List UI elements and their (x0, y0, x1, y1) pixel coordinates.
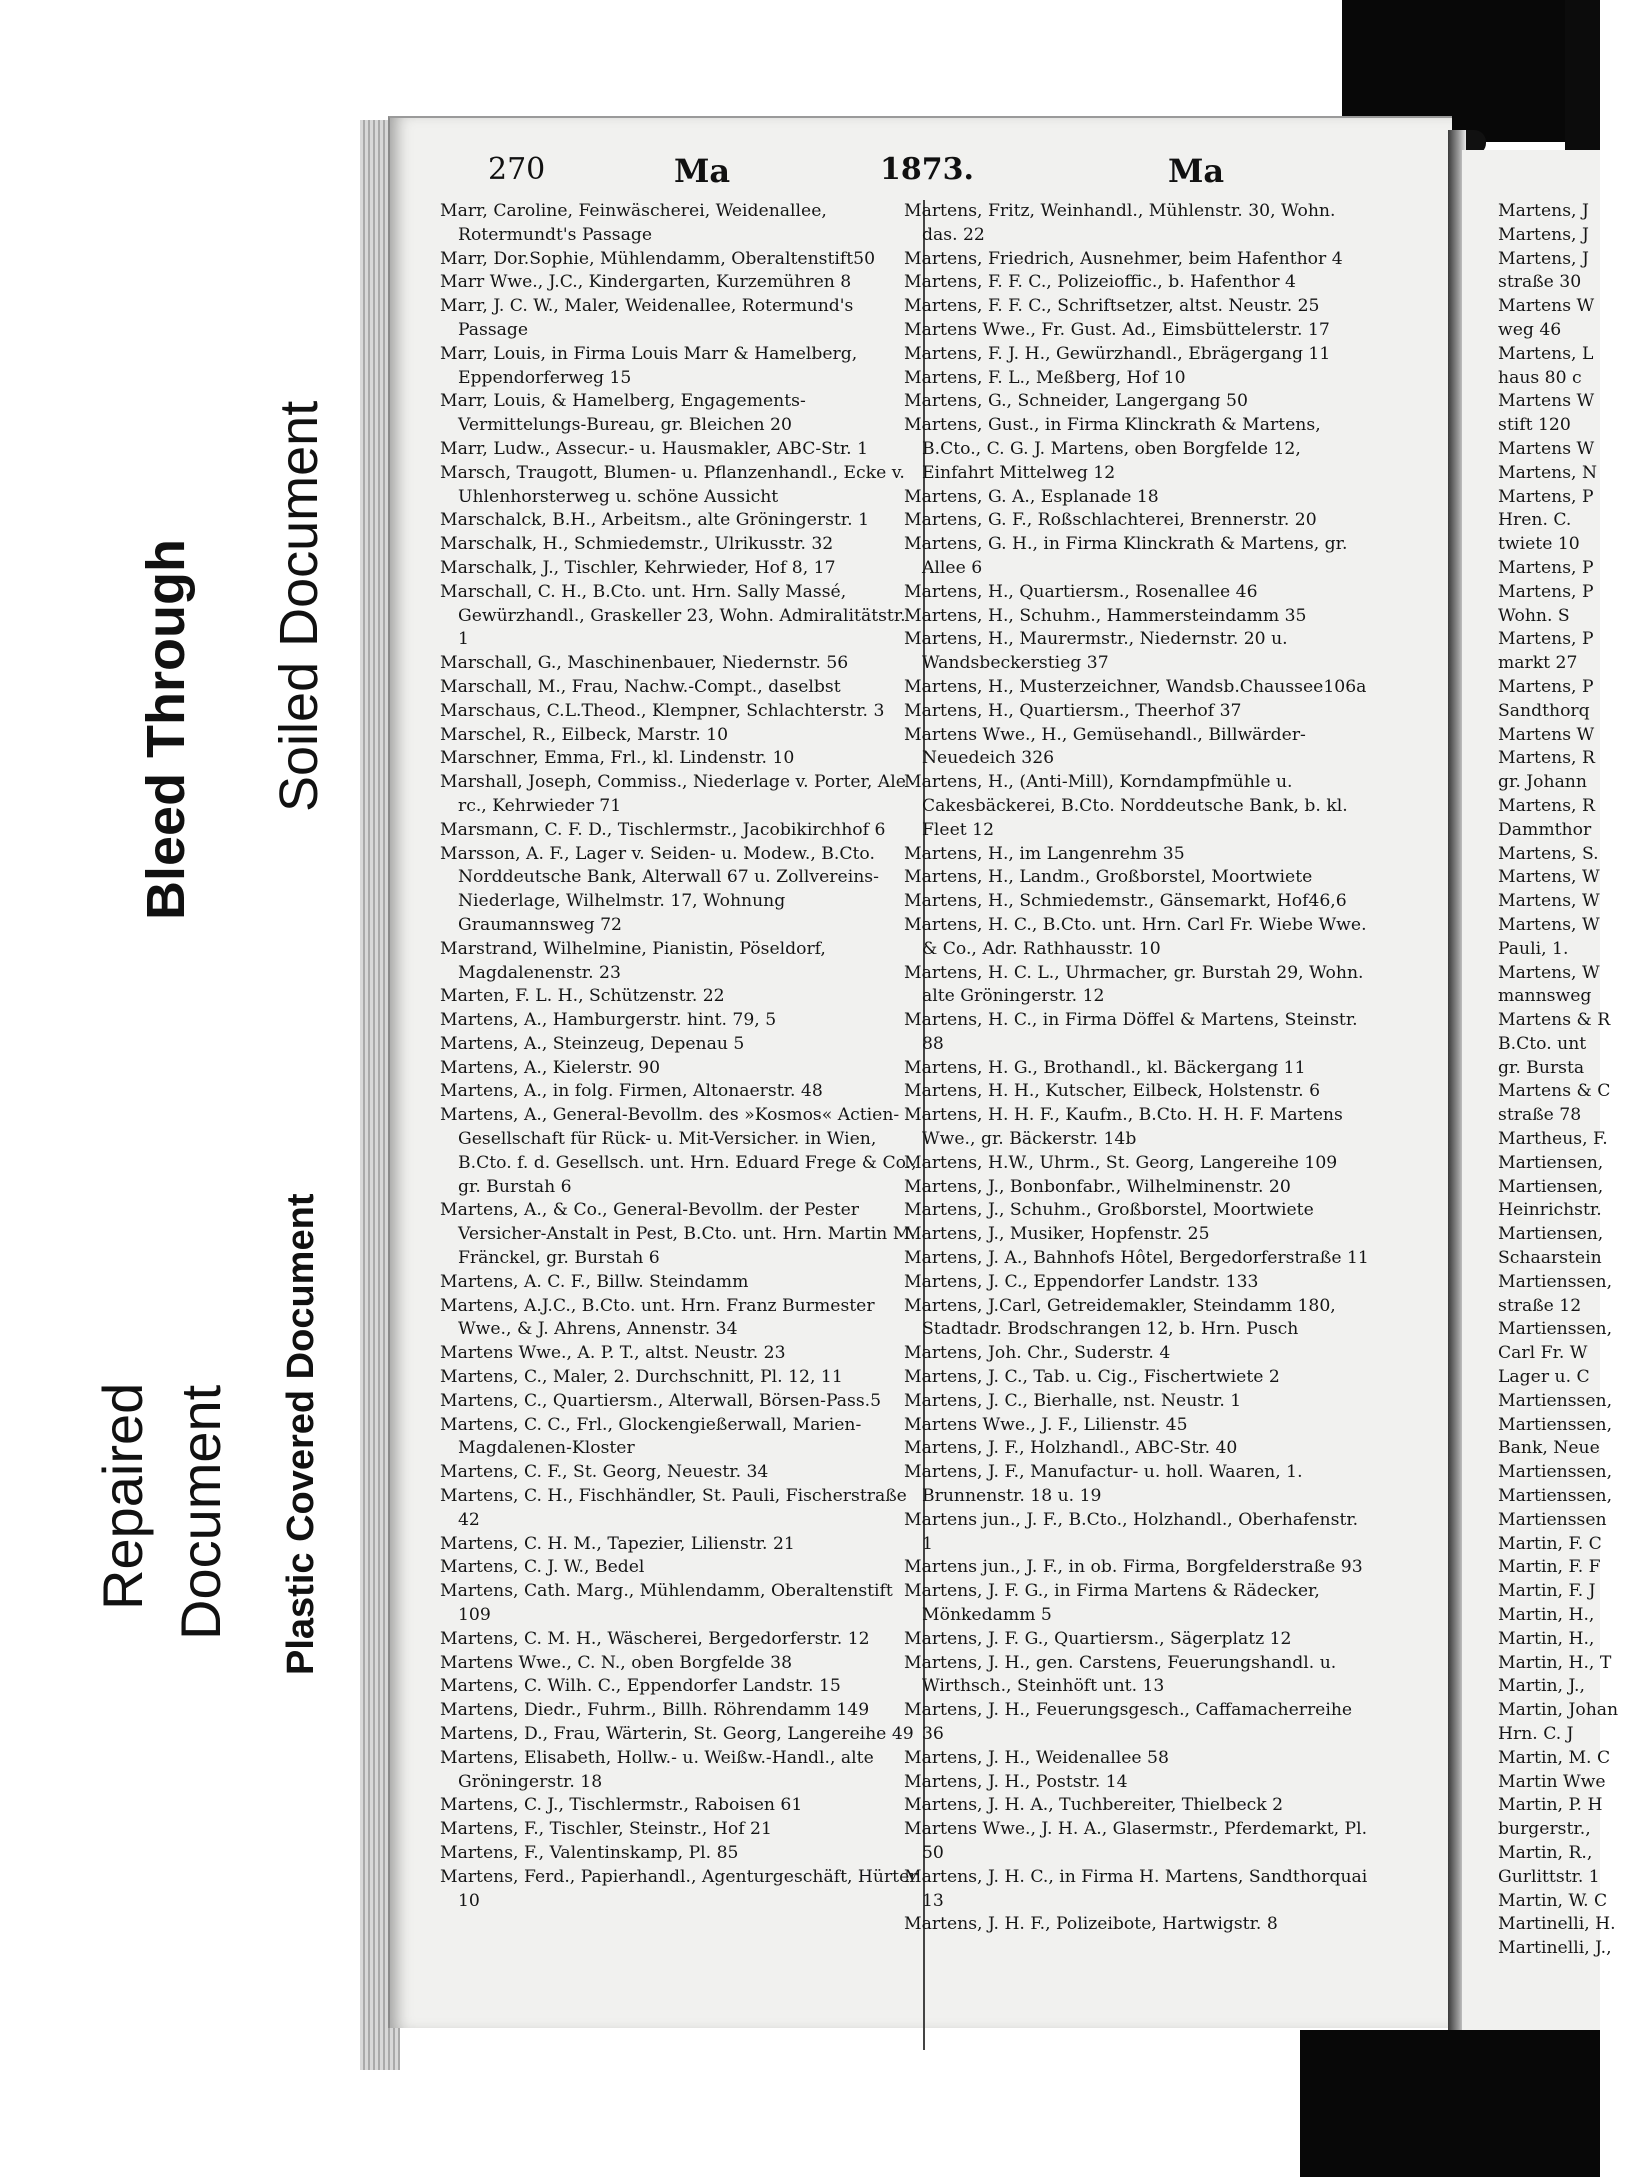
directory-entry: Martin, J., (1498, 1676, 1585, 1697)
directory-entry: Marshall, Joseph, Commiss., Niederlage v. Porter, Ale rc., Kehrwieder 71 (440, 772, 906, 816)
directory-entry: Martens, J (1498, 224, 1589, 245)
directory-entry: Martens, G. H., in Firma Klinckrath & Martens, gr. Allee 6 (904, 534, 1348, 578)
directory-entry: Martens, C. M. H., Wäscherei, Bergedorferstr. 12 (440, 1628, 870, 1649)
directory-entry: Martens, R (1498, 748, 1595, 769)
directory-entry: Marr Wwe., J.C., Kindergarten, Kurzemühren 8 (440, 272, 852, 293)
directory-entry: Martin Wwe (1498, 1771, 1606, 1792)
directory-entry: Martens, J. H. F., Polizeibote, Hartwigstr. 8 (904, 1914, 1278, 1935)
directory-entry: Martinelli, H. (1498, 1914, 1616, 1935)
directory-entry: Martens, H. C. L., Uhrmacher, gr. Burstah 29, Wohn. alte Gröningerstr. 12 (904, 962, 1364, 1007)
directory-entry: Martens Wwe., H., Gemüsehandl., Billwärder-Neuedeich 326 (904, 724, 1306, 769)
directory-entry: Martienssen, (1498, 1462, 1613, 1483)
directory-entry: Marschalck, B.H., Arbeitsm., alte Gröningerstr. 1 (440, 510, 869, 531)
directory-entry: Lager u. C (1498, 1367, 1590, 1388)
directory-entry: Martienssen, (1498, 1486, 1613, 1507)
directory-entry: Martens, H., im Langenrehm 35 (904, 843, 1185, 864)
directory-entry: Marschel, R., Eilbeck, Marstr. 10 (440, 724, 729, 745)
directory-entry: Marschner, Emma, Frl., kl. Lindenstr. 10 (440, 748, 795, 769)
directory-entry: Martens, C. C., Frl., Glockengießerwall, Marien-Magdalenen-Kloster (440, 1414, 862, 1459)
directory-entry: Martens, J. C., Bierhalle, nst. Neustr. 1 (904, 1390, 1242, 1411)
directory-entry: Marstrand, Wilhelmine, Pianistin, Pöseldorf, Magdalenenstr. 23 (440, 938, 826, 983)
directory-entry: Martens, H., Maurermstr., Niedernstr. 20 u. Wandsbeckerstieg 37 (904, 629, 1288, 674)
directory-entry: Martens W (1498, 296, 1595, 317)
directory-entry: Martens Wwe., J. F., Lilienstr. 45 (904, 1414, 1188, 1435)
directory-entry: Marsch, Traugott, Blumen- u. Pflanzenhandl., Ecke v. Uhlenhorsterweg u. schöne Aussicht (440, 462, 905, 507)
directory-entry: Martens, C. H., Fischhändler, St. Pauli, Fischerstraße 42 (440, 1486, 907, 1530)
directory-entry: Martens, H. H., Kutscher, Eilbeck, Holstenstr. 6 (904, 1081, 1321, 1102)
directory-entry: Martens, H., Schuhm., Hammersteindamm 35 (904, 605, 1307, 626)
directory-entry: Martens, Ferd., Papierhandl., Agenturgeschäft, Hürter 10 (440, 1866, 918, 1911)
directory-entry: Martinelli, J., (1498, 1938, 1612, 1959)
directory-entry: Martens, C. Wilh. C., Eppendorfer Landstr. 15 (440, 1676, 841, 1697)
directory-entry: Martin, H., (1498, 1628, 1595, 1649)
directory-entry: Martens Wwe., Fr. Gust. Ad., Eimsbüttelerstr. 17 (904, 319, 1330, 340)
directory-entry: Martens, J.Carl, Getreidemakler, Steindamm 180, Stadtadr. Brodschrangen 12, b. Hrn. Pusch (904, 1295, 1336, 1340)
directory-entry: Martens, J. A., Bahnhofs Hôtel, Bergedorferstraße 11 (904, 1248, 1369, 1269)
directory-entry: Martens, J. F., Holzhandl., ABC-Str. 40 (904, 1438, 1238, 1459)
directory-entry: Martens, P (1498, 486, 1594, 507)
directory-entry: Martens, H. G., Brothandl., kl. Bäckergang 11 (904, 1057, 1306, 1078)
bleed-through-label: Bleed Through (136, 539, 196, 920)
directory-entry: Martens, F., Valentinskamp, Pl. 85 (440, 1842, 739, 1863)
directory-entry: Heinrichstr. (1498, 1200, 1602, 1221)
directory-entry: Marr, Caroline, Feinwäscherei, Weidenallee, Rotermundt's Passage (440, 201, 827, 245)
directory-entry: Martens Wwe., J. H. A., Glasermstr., Pferdemarkt, Pl. 50 (904, 1819, 1368, 1863)
directory-entry: Martens W (1498, 724, 1595, 745)
directory-entry: Martens, J., Schuhm., Großborstel, Moortwiete (904, 1200, 1314, 1221)
directory-entry: Martens, J., Musiker, Hopfenstr. 25 (904, 1224, 1210, 1245)
directory-entry: Martin, W. C (1498, 1890, 1608, 1911)
directory-entry: Martiensen, (1498, 1224, 1604, 1245)
directory-entry: Hren. C. (1498, 510, 1572, 531)
directory-entry: Marschalk, H., Schmiedemstr., Ulrikusstr. 32 (440, 534, 834, 555)
directory-entry: gr. Bursta (1498, 1057, 1585, 1078)
directory-entry: Martens Wwe., C. N., oben Borgfelde 38 (440, 1652, 793, 1673)
directory-entry: Martens jun., J. F., B.Cto., Holzhandl., Oberhafenstr. 1 (904, 1509, 1359, 1554)
directory-entry: Martens, J. F., Manufactur- u. holl. Waaren, 1. Brunnenstr. 18 u. 19 (904, 1462, 1303, 1507)
directory-entry: Martens, P (1498, 581, 1594, 602)
directory-entry: Martin, F. J (1498, 1581, 1596, 1602)
directory-entry: Martens, Friedrich, Ausnehmer, beim Hafenthor 4 (904, 248, 1343, 269)
directory-entry: Martin, H., T (1498, 1652, 1612, 1673)
directory-entry: Martens, H., Schmiedemstr., Gänsemarkt, Hof46,6 (904, 891, 1347, 912)
directory-entry: Martin, R., (1498, 1842, 1593, 1863)
directory-entry: Martens W (1498, 391, 1595, 412)
directory-entry: Martens, J., Bonbonfabr., Wilhelminenstr. 20 (904, 1176, 1291, 1197)
directory-entry: Martens, J. H., Weidenallee 58 (904, 1747, 1169, 1768)
directory-entry: Carl Fr. W (1498, 1343, 1588, 1364)
directory-entry: Martienssen, (1498, 1390, 1613, 1411)
directory-entry: Marr, Louis, & Hamelberg, Engagements-Vermittelungs-Bureau, gr. Bleichen 20 (440, 391, 806, 436)
directory-entry: Martens, H., Musterzeichner, Wandsb.Chaussee106a (904, 676, 1367, 697)
directory-entry: mannsweg (1498, 986, 1592, 1007)
directory-entry: Martens, F. J. H., Gewürzhandl., Ebrägergang 11 (904, 343, 1331, 364)
directory-entry: Martens, C. F., St. Georg, Neuestr. 34 (440, 1462, 769, 1483)
directory-entry: stift 120 (1498, 415, 1571, 436)
directory-column-middle (904, 200, 1374, 1937)
running-head-left: Ma (674, 152, 731, 190)
directory-entry: Martens, H., Landm., Großborstel, Moortwiete (904, 867, 1313, 888)
directory-entry: markt 27 (1498, 653, 1578, 674)
directory-entry: Sandthorq (1498, 700, 1590, 721)
directory-column-right-page (1498, 200, 1628, 1961)
directory-entry: Martens, N (1498, 462, 1597, 483)
directory-entry: Martens, W (1498, 914, 1600, 935)
directory-entry: Gurlittstr. 1 (1498, 1866, 1600, 1887)
directory-entry: Marschall, C. H., B.Cto. unt. Hrn. Sally Massé, Gewürzhandl., Graskeller 23, Wohn. Admiralitätstr. 1 (440, 581, 906, 650)
directory-entry: Martens, Joh. Chr., Suderstr. 4 (904, 1343, 1171, 1364)
directory-entry: Martens, J. H. A., Tuchbereiter, Thielbeck 2 (904, 1795, 1284, 1816)
directory-entry: Martiensen, (1498, 1176, 1604, 1197)
directory-entry: Martens, Fritz, Weinhandl., Mühlenstr. 30, Wohn. das. 22 (904, 201, 1336, 245)
directory-entry: Martens, H., Quartiersm., Theerhof 37 (904, 700, 1242, 721)
directory-entry: Marr, Ludw., Assecur.- u. Hausmakler, ABC-Str. 1 (440, 438, 869, 459)
directory-entry: Martens, C. H. M., Tapezier, Lilienstr. 21 (440, 1533, 795, 1554)
directory-entry: Martens, W (1498, 867, 1600, 888)
directory-entry: Martens, S. (1498, 843, 1599, 864)
directory-entry: Martienssen, (1498, 1414, 1613, 1435)
directory-entry: Marschall, G., Maschinenbauer, Niedernstr. 56 (440, 653, 849, 674)
directory-entry: Martienssen, (1498, 1271, 1613, 1292)
directory-entry: straße 30 (1498, 272, 1582, 293)
directory-entry: gr. Johann (1498, 772, 1587, 793)
directory-entry: Marschaus, C.L.Theod., Klempner, Schlachterstr. 3 (440, 700, 885, 721)
directory-entry: Martens, J (1498, 201, 1589, 221)
directory-entry: Martens & C (1498, 1081, 1611, 1102)
directory-entry: Martens Wwe., A. P. T., altst. Neustr. 23 (440, 1343, 786, 1364)
directory-entry: Martens, F., Tischler, Steinstr., Hof 21 (440, 1819, 772, 1840)
directory-entry: Martens, H., Quartiersm., Rosenallee 46 (904, 581, 1258, 602)
directory-entry: haus 80 c (1498, 367, 1582, 388)
directory-entry: Martens, P (1498, 557, 1594, 578)
directory-entry: Martens, Cath. Marg., Mühlendamm, Oberaltenstift 109 (440, 1581, 893, 1626)
directory-entry: Martens, G., Schneider, Langergang 50 (904, 391, 1248, 412)
condition-label-panel (0, 0, 380, 2177)
soiled-document-label: Soiled Document (269, 400, 329, 812)
repaired-label-line1: Repaired (91, 1382, 154, 1610)
directory-entry: Martens, Diedr., Fuhrm., Billh. Röhrendamm 149 (440, 1700, 870, 1721)
directory-entry: Marsson, A. F., Lager v. Seiden- u. Modew., B.Cto. Norddeutsche Bank, Alterwall 67 u. Zollvereins-Niederlage, Wilhelmstr. 17, Wohnung Graumannsweg 72 (440, 843, 879, 935)
directory-entry: Martens, F. L., Meßberg, Hof 10 (904, 367, 1186, 388)
directory-entry: Martens, A., & Co., General-Bevollm. der Pester Versicher-Anstalt in Pest, B.Cto. unt. Hrn. Martin M. Fränckel, gr. Burstah 6 (440, 1200, 916, 1269)
directory-entry: B.Cto. unt (1498, 1033, 1587, 1054)
repaired-label-line2: Document (169, 1384, 232, 1640)
directory-entry: Marschalk, J., Tischler, Kehrwieder, Hof 8, 17 (440, 557, 836, 578)
directory-entry: Martens, C., Quartiersm., Alterwall, Börsen-Pass.5 (440, 1390, 882, 1411)
directory-entry: Martens, Elisabeth, Hollw.- u. Weißw.-Handl., alte Gröningerstr. 18 (440, 1747, 874, 1792)
directory-entry: Hrn. C. J (1498, 1724, 1574, 1744)
directory-entry: Martin, H., (1498, 1605, 1595, 1626)
directory-entry: Martienssen (1498, 1509, 1607, 1530)
directory-column-left (440, 200, 920, 1913)
directory-entry: Martens, G. A., Esplanade 18 (904, 486, 1159, 507)
directory-entry: Martens, L (1498, 343, 1594, 364)
directory-entry: Martens, A., in folg. Firmen, Altonaerstr. 48 (440, 1081, 823, 1102)
directory-entry: Martens W (1498, 438, 1595, 459)
directory-entry: Martens, A. C. F., Billw. Steindamm (440, 1271, 749, 1292)
directory-entry: Martens, J. H. C., in Firma H. Martens, Sandthorquai 13 (904, 1866, 1368, 1911)
directory-entry: Martens, J. H., Feuerungsgesch., Caffamacherreihe 36 (904, 1700, 1353, 1744)
directory-entry: Martiensen, (1498, 1152, 1604, 1173)
directory-entry: Dammthor (1498, 819, 1592, 840)
running-head-right: Ma (1168, 152, 1225, 190)
directory-entry: Marr, Louis, in Firma Louis Marr & Hamelberg, Eppendorferweg 15 (440, 343, 858, 388)
directory-entry: Martens, P (1498, 676, 1594, 697)
directory-entry: Marr, J. C. W., Maler, Weidenallee, Rotermund's Passage (440, 296, 854, 340)
directory-entry: Martens, G. F., Roßschlachterei, Brennerstr. 20 (904, 510, 1317, 531)
directory-entry: Martin, M. C (1498, 1747, 1611, 1768)
directory-entry: Martin, P. H (1498, 1795, 1603, 1816)
directory-entry: Martens, A.J.C., B.Cto. unt. Hrn. Franz Burmester Wwe., & J. Ahrens, Annenstr. 34 (440, 1295, 875, 1340)
directory-entry: Martens, F. F. C., Schriftsetzer, altst. Neustr. 25 (904, 296, 1320, 317)
directory-entry: Martens, A., Hamburgerstr. hint. 79, 5 (440, 1010, 777, 1031)
directory-entry: Martens, A., General-Bevollm. des »Kosmos« Actien-Gesellschaft für Rück- u. Mit-Versicher. in Wien, B.Cto. f. d. Gesellsch. unt. Hrn. Eduard Frege & Co., gr. Burstah 6 (440, 1105, 917, 1197)
directory-entry: Martienssen, (1498, 1319, 1613, 1340)
directory-entry: Martens, A., Steinzeug, Depenau 5 (440, 1033, 745, 1054)
bottom-black-edge (1300, 2030, 1600, 2177)
directory-entry: Martin, Johan (1498, 1700, 1619, 1721)
directory-entry: Martens, D., Frau, Wärterin, St. Georg, Langereihe 49 (440, 1724, 914, 1744)
directory-entry: Martin, F. F (1498, 1557, 1601, 1578)
directory-entry: Martens, H., (Anti-Mill), Korndampfmühle u. Cakesbäckerei, B.Cto. Norddeutsche Bank, b. kl. Fleet 12 (904, 772, 1348, 840)
directory-entry: Martens, Gust., in Firma Klinckrath & Martens, B.Cto., C. G. J. Martens, oben Borgfelde 12, Einfahrt Mittelweg 12 (904, 415, 1321, 483)
directory-entry: Martens jun., J. F., in ob. Firma, Borgfelderstraße 93 (904, 1557, 1363, 1578)
directory-entry: Martin, F. C (1498, 1533, 1602, 1554)
directory-entry: Martens & R (1498, 1010, 1611, 1031)
directory-entry: burgerstr., (1498, 1819, 1591, 1840)
directory-entry: straße 12 (1498, 1295, 1582, 1316)
directory-entry: Martens, H. H. F., Kaufm., B.Cto. H. H. F. Martens Wwe., gr. Bäckerstr. 14b (904, 1105, 1343, 1150)
directory-entry: Martens, H.W., Uhrm., St. Georg, Langereihe 109 (904, 1152, 1338, 1173)
directory-entry: Martens, F. F. C., Polizeioffic., b. Hafenthor 4 (904, 272, 1296, 293)
directory-entry: Martens, J. F. G., Quartiersm., Sägerplatz 12 (904, 1628, 1292, 1649)
directory-entry: Martens, J. H., gen. Carstens, Feuerungshandl. u. Wirthsch., Steinhöft unt. 13 (904, 1652, 1337, 1697)
directory-entry: Martens, H. C., B.Cto. unt. Hrn. Carl Fr. Wiebe Wwe. & Co., Adr. Rathhausstr. 10 (904, 914, 1367, 959)
page-number: 270 (488, 152, 546, 187)
directory-entry: Bank, Neue (1498, 1438, 1600, 1459)
directory-entry: Martens, C., Maler, 2. Durchschnitt, Pl. 12, 11 (440, 1367, 843, 1388)
directory-entry: Martens, W (1498, 962, 1600, 983)
directory-entry: Martens, J. C., Tab. u. Cig., Fischertwiete 2 (904, 1367, 1280, 1388)
directory-entry: straße 78 (1498, 1105, 1582, 1126)
directory-entry: Martens, R (1498, 795, 1595, 816)
directory-entry: Schaarstein (1498, 1248, 1602, 1269)
directory-entry: Martens, A., Kielerstr. 90 (440, 1057, 661, 1078)
year-heading: 1873. (880, 152, 974, 187)
directory-entry: Martens, C. J. W., Bedel (440, 1557, 645, 1578)
directory-entry: twiete 10 (1498, 534, 1580, 555)
directory-entry: Martens, P (1498, 629, 1594, 650)
directory-entry: Pauli, 1. (1498, 938, 1569, 959)
directory-entry: Marschall, M., Frau, Nachw.-Compt., daselbst (440, 676, 841, 697)
directory-entry: Marr, Dor.Sophie, Mühlendamm, Oberaltenstift50 (440, 248, 876, 269)
directory-entry: Martens, J. H., Poststr. 14 (904, 1771, 1128, 1792)
directory-entry: Martheus, F. (1498, 1129, 1608, 1150)
directory-entry: Marsmann, C. F. D., Tischlermstr., Jacobikirchhof 6 (440, 819, 886, 840)
directory-entry: Martens, J. F. G., in Firma Martens & Rädecker, Mönkedamm 5 (904, 1581, 1320, 1626)
directory-entry: Martens, J. C., Eppendorfer Landstr. 133 (904, 1271, 1259, 1292)
directory-entry: weg 46 (1498, 319, 1562, 340)
directory-entry: Martens, W (1498, 891, 1600, 912)
directory-entry: Martens, J (1498, 248, 1589, 269)
directory-entry: Marten, F. L. H., Schützenstr. 22 (440, 986, 725, 1007)
directory-entry: Wohn. S (1498, 605, 1570, 626)
directory-entry: Martens, C. J., Tischlermstr., Raboisen 61 (440, 1795, 803, 1816)
directory-entry: Martens, H. C., in Firma Döffel & Martens, Steinstr. 88 (904, 1010, 1358, 1054)
plastic-covered-label: Plastic Covered Document (280, 1193, 322, 1675)
